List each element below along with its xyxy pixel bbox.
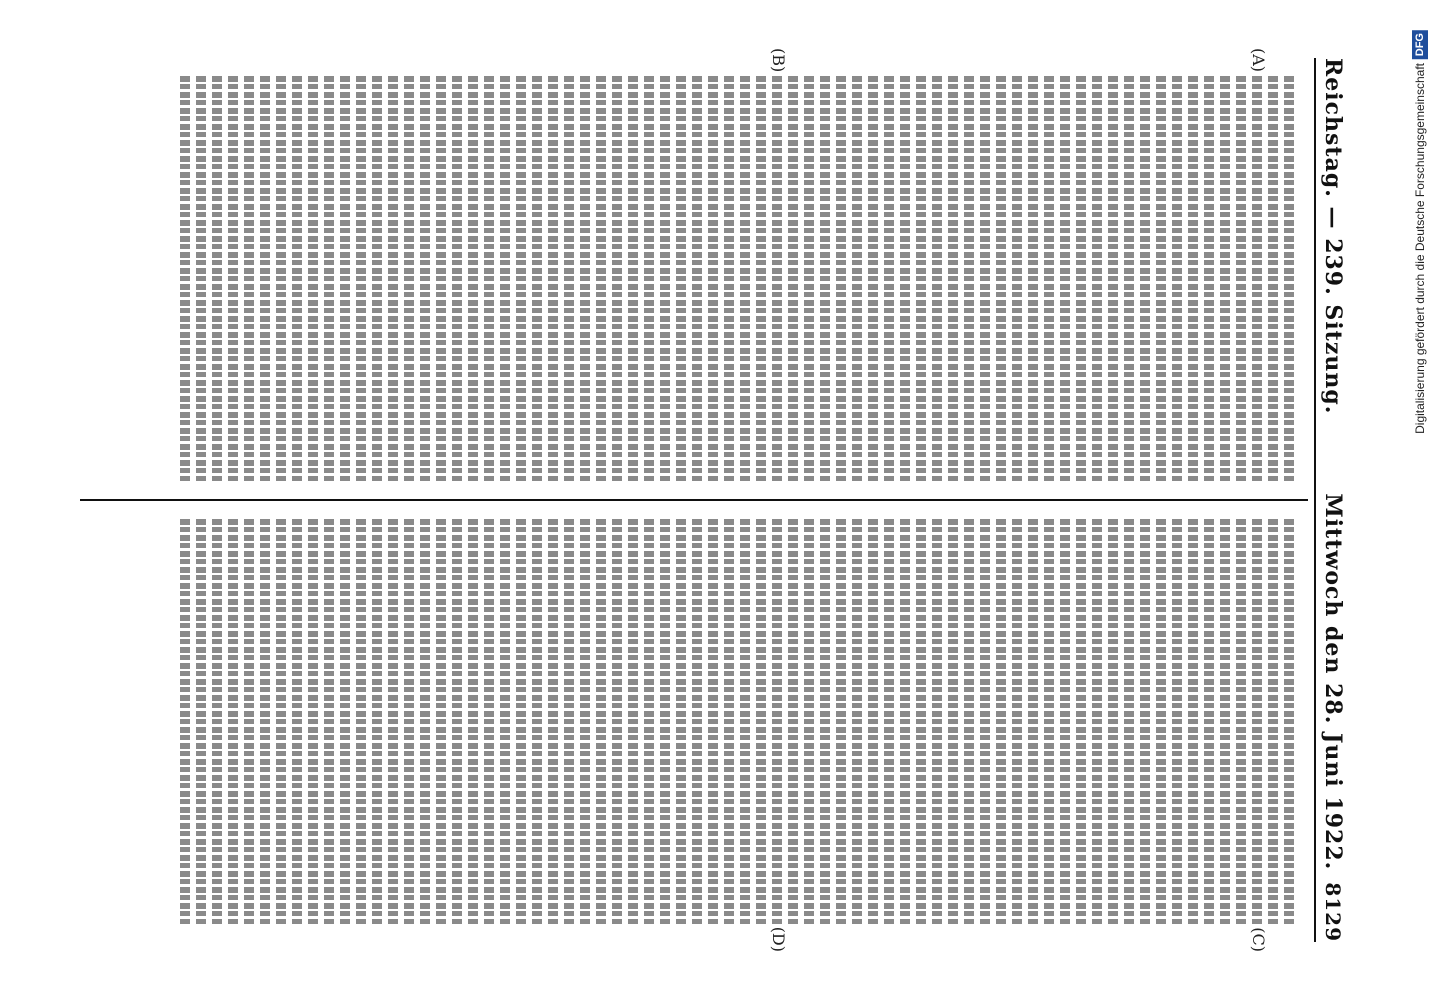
text-line-placeholder: [244, 519, 254, 924]
text-line-placeholder: [324, 519, 334, 924]
text-line-placeholder: [996, 76, 1006, 481]
text-line-placeholder: [788, 76, 798, 481]
text-line-placeholder: [1220, 76, 1230, 481]
text-line-placeholder: [1092, 76, 1102, 481]
text-line-placeholder: [420, 519, 430, 924]
text-line-placeholder: [596, 519, 606, 924]
text-line-placeholder: [1060, 519, 1070, 924]
text-line-placeholder: [1172, 519, 1182, 924]
text-line-placeholder: [356, 519, 366, 924]
text-line-placeholder: [196, 519, 206, 924]
text-line-placeholder: [932, 519, 942, 924]
text-line-placeholder: [292, 519, 302, 924]
text-line-placeholder: [964, 76, 974, 481]
text-line-placeholder: [756, 519, 766, 924]
column-left-body: [88, 76, 1300, 481]
text-line-placeholder: [548, 519, 558, 924]
text-line-placeholder: [1076, 519, 1086, 924]
text-line-placeholder: [228, 519, 238, 924]
header-right-title: Mittwoch den 28. Juni 1922.: [1320, 493, 1346, 871]
text-line-placeholder: [260, 76, 270, 481]
text-line-placeholder: [404, 519, 414, 924]
text-line-placeholder: [1284, 76, 1294, 481]
column-right-body: [88, 519, 1300, 924]
text-line-placeholder: [580, 76, 590, 481]
text-line-placeholder: [516, 76, 526, 481]
text-line-placeholder: [948, 76, 958, 481]
text-line-placeholder: [868, 76, 878, 481]
text-line-placeholder: [708, 76, 718, 481]
text-line-placeholder: [900, 76, 910, 481]
text-line-placeholder: [404, 76, 414, 481]
text-line-placeholder: [196, 76, 206, 481]
text-line-placeholder: [1156, 519, 1166, 924]
text-line-placeholder: [1188, 76, 1198, 481]
text-line-placeholder: [340, 519, 350, 924]
text-line-placeholder: [436, 76, 446, 481]
text-columns: [80, 48, 1308, 952]
text-line-placeholder: [372, 519, 382, 924]
text-line-placeholder: [1268, 519, 1278, 924]
text-line-placeholder: [532, 519, 542, 924]
text-line-placeholder: [996, 519, 1006, 924]
text-line-placeholder: [388, 519, 398, 924]
text-line-placeholder: [1252, 519, 1262, 924]
page-number: 8129: [1321, 882, 1345, 942]
text-line-placeholder: [356, 76, 366, 481]
header-left-title: Reichstag. — 239. Sitzung.: [1320, 58, 1346, 415]
text-line-placeholder: [788, 519, 798, 924]
text-line-placeholder: [244, 76, 254, 481]
text-line-placeholder: [500, 519, 510, 924]
text-line-placeholder: [452, 76, 462, 481]
text-line-placeholder: [1108, 76, 1118, 481]
digitization-credit: [1410, 24, 1430, 974]
text-line-placeholder: [452, 519, 462, 924]
scanned-page-frame: [60, 30, 1360, 970]
text-line-placeholder: [516, 519, 526, 924]
margin-marker-d: (D): [769, 926, 788, 952]
text-line-placeholder: [1140, 76, 1150, 481]
text-line-placeholder: [308, 519, 318, 924]
text-line-placeholder: [1124, 519, 1134, 924]
text-line-placeholder: [1204, 76, 1214, 481]
text-line-placeholder: [596, 76, 606, 481]
text-line-placeholder: [740, 519, 750, 924]
margin-marker-c: (C): [1249, 927, 1268, 952]
text-line-placeholder: [916, 519, 926, 924]
text-line-placeholder: [1060, 76, 1070, 481]
text-line-placeholder: [1156, 76, 1166, 481]
text-line-placeholder: [212, 76, 222, 481]
dfg-logo: DFG: [1412, 30, 1428, 59]
text-line-placeholder: [436, 519, 446, 924]
text-line-placeholder: [660, 519, 670, 924]
text-line-placeholder: [1124, 76, 1134, 481]
margin-marker-a: (A): [1249, 48, 1268, 73]
text-line-placeholder: [372, 76, 382, 481]
text-line-placeholder: [644, 76, 654, 481]
text-line-placeholder: [484, 519, 494, 924]
text-line-placeholder: [836, 519, 846, 924]
text-line-placeholder: [964, 519, 974, 924]
column-right: [80, 501, 1308, 952]
text-line-placeholder: [628, 76, 638, 481]
text-line-placeholder: [212, 519, 222, 924]
text-line-placeholder: [1012, 76, 1022, 481]
text-line-placeholder: [932, 76, 942, 481]
text-line-placeholder: [1044, 519, 1054, 924]
text-line-placeholder: [804, 76, 814, 481]
text-line-placeholder: [340, 76, 350, 481]
text-line-placeholder: [836, 76, 846, 481]
text-line-placeholder: [980, 76, 990, 481]
text-line-placeholder: [1028, 76, 1038, 481]
text-line-placeholder: [468, 519, 478, 924]
text-line-placeholder: [692, 76, 702, 481]
text-line-placeholder: [868, 519, 878, 924]
text-line-placeholder: [1252, 76, 1262, 481]
page-header: [1314, 58, 1350, 942]
text-line-placeholder: [1220, 519, 1230, 924]
text-line-placeholder: [916, 76, 926, 481]
text-line-placeholder: [948, 519, 958, 924]
text-line-placeholder: [612, 76, 622, 481]
reichstag-page: [60, 30, 1360, 970]
text-line-placeholder: [564, 519, 574, 924]
text-line-placeholder: [388, 76, 398, 481]
text-line-placeholder: [900, 519, 910, 924]
text-line-placeholder: [1076, 76, 1086, 481]
digitization-credit-text: Digitalisierung gefördert durch die Deutsche Forschungsgemeinschaft: [1413, 63, 1427, 435]
text-line-placeholder: [724, 519, 734, 924]
text-line-placeholder: [804, 519, 814, 924]
text-line-placeholder: [580, 519, 590, 924]
text-line-placeholder: [468, 76, 478, 481]
text-line-placeholder: [724, 76, 734, 481]
text-line-placeholder: [1172, 76, 1182, 481]
text-line-placeholder: [180, 76, 190, 481]
text-line-placeholder: [676, 76, 686, 481]
text-line-placeholder: [980, 519, 990, 924]
text-line-placeholder: [772, 76, 782, 481]
text-line-placeholder: [260, 519, 270, 924]
text-line-placeholder: [548, 76, 558, 481]
text-line-placeholder: [1268, 76, 1278, 481]
text-line-placeholder: [708, 519, 718, 924]
text-line-placeholder: [484, 76, 494, 481]
text-line-placeholder: [612, 519, 622, 924]
text-line-placeholder: [292, 76, 302, 481]
text-line-placeholder: [852, 519, 862, 924]
text-line-placeholder: [500, 76, 510, 481]
text-line-placeholder: [1012, 519, 1022, 924]
text-line-placeholder: [692, 519, 702, 924]
text-line-placeholder: [1108, 519, 1118, 924]
text-line-placeholder: [644, 519, 654, 924]
text-line-placeholder: [1204, 519, 1214, 924]
text-line-placeholder: [676, 519, 686, 924]
text-line-placeholder: [564, 76, 574, 481]
text-line-placeholder: [1028, 519, 1038, 924]
text-line-placeholder: [852, 76, 862, 481]
text-line-placeholder: [1188, 519, 1198, 924]
text-line-placeholder: [180, 519, 190, 924]
text-line-placeholder: [820, 76, 830, 481]
text-line-placeholder: [1092, 519, 1102, 924]
text-line-placeholder: [420, 76, 430, 481]
text-line-placeholder: [660, 76, 670, 481]
text-line-placeholder: [532, 76, 542, 481]
text-line-placeholder: [772, 519, 782, 924]
text-line-placeholder: [628, 519, 638, 924]
text-line-placeholder: [884, 76, 894, 481]
text-line-placeholder: [884, 519, 894, 924]
text-line-placeholder: [1044, 76, 1054, 481]
text-line-placeholder: [1140, 519, 1150, 924]
text-line-placeholder: [1236, 519, 1246, 924]
text-line-placeholder: [228, 76, 238, 481]
text-line-placeholder: [308, 76, 318, 481]
margin-marker-b: (B): [769, 48, 788, 73]
text-line-placeholder: [740, 76, 750, 481]
text-line-placeholder: [1236, 76, 1246, 481]
text-line-placeholder: [324, 76, 334, 481]
text-line-placeholder: [756, 76, 766, 481]
text-line-placeholder: [276, 519, 286, 924]
text-line-placeholder: [820, 519, 830, 924]
text-line-placeholder: [276, 76, 286, 481]
text-line-placeholder: [1284, 519, 1294, 924]
column-left: [80, 48, 1308, 499]
